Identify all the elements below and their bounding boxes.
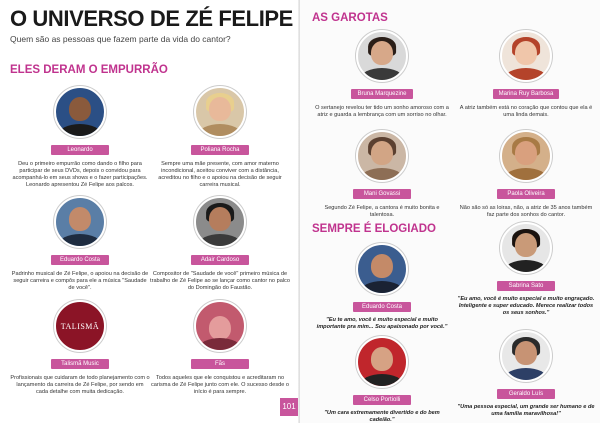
paola-photo [500,130,552,182]
profile-marina-ruy-barbosa [456,30,596,119]
poliana-name-label: Poliana Rocha [191,145,249,155]
fas-photo [194,300,246,352]
section-heading-praise: SEMPRE É ELOGIADO [312,223,436,235]
profile-fas [150,300,290,396]
paola-description: Não são só as loiras, não, a atriz de 35 anos também faz parte dos sonhos do cantor. [459,205,593,218]
leonardo-photo [54,86,106,138]
adair-cardoso-description: Compositor de "Saudade de você" primeiro música de trabalho de Zé Felipe ao se lançar como cantor no palco do Domingão do Faustão. [150,271,290,291]
profile-geraldo-luis [456,330,596,418]
mani-photo [356,130,408,182]
right-page [300,0,600,423]
mani-name-label: Mani Govassi [353,189,411,199]
bruna-name-label: Bruna Marquezine [351,89,412,99]
eduardo-costa-right-photo [356,243,408,295]
adair-cardoso-name-label: Adair Cardoso [191,255,249,265]
profile-paola-oliveira [456,130,596,219]
celso-name-label: Celso Portiolli [353,395,411,405]
marina-name-label: Marina Ruy Barbosa [493,89,560,99]
eduardo-costa-photo [54,196,106,248]
profile-eduardo-costa-padrinho [10,196,150,292]
eduardo-costa-right-name-label: Eduardo Costa [353,302,411,312]
talisma-name-label: Talismã Music [51,359,109,369]
fas-description: Todos aqueles que ele conquistou e acreditaram no carisma de Zé Felipe junto com ele. O sucesso desde o início é para sempre. [150,375,290,395]
adair-cardoso-photo [194,196,246,248]
sabrina-quote: "Eu amo, você é muito especial e muito engraçado. Inteligente e super educado. Merece realizar todos os seus sonhos." [457,296,595,316]
profile-eduardo-costa-elogio [312,243,452,331]
poliana-photo [194,86,246,138]
talisma-logo: TALISMÃ [54,300,106,352]
page-subtitle: Quem são as pessoas que fazem parte da vida do cantor? [10,34,231,44]
marina-description: A atriz também está no coração que contou que ela é uma linda demais. [459,105,593,118]
celso-photo [356,336,408,388]
profile-poliana [150,86,290,189]
profile-bruna-marquezine [312,30,452,119]
geraldo-quote: "Uma pessoa especial, um grande ser humano e de uma família maravilhosa!" [457,404,595,417]
paola-name-label: Paola Oliveira [497,189,555,199]
profile-adair-cardoso [150,196,290,292]
page-number: 101 [280,398,298,416]
leonardo-description: Deu o primeiro empurrão como dando o filho para participar de seus DVDs, depois o convidou para acompanhá-lo em seus shows e o fazer participações. Leonardo apresentou Zé Felipe aos palcos. [12,161,148,188]
profile-mani-govassi [312,130,452,219]
bruna-photo [356,30,408,82]
profile-celso-portiolli [312,336,452,423]
poliana-description: Sempre uma mãe presente, com amor materno incondicional, aceitou conviver com a distância, acreditou no filho e o apoiou na decisão de seguir carreira musical. [158,161,282,188]
profile-sabrina-sato [456,222,596,317]
marina-photo [500,30,552,82]
eduardo-costa-quote: "Eu te amo, você é muito especial e muito importante pra mim... Sou apaixonado por você." [316,317,448,330]
mani-description: Segundo Zé Felipe, a cantora é muito bonita e talentosa. [324,205,440,218]
eduardo-costa-name-label: Eduardo Costa [51,255,109,265]
fas-name-label: Fãs [191,359,249,369]
geraldo-name-label: Geraldo Luís [497,389,555,399]
section-heading-push: ELES DERAM O EMPURRÃO [10,64,168,76]
eduardo-costa-description: Padrinho musical de Zé Felipe, o apoiou na decisão de seguir carreira e compôs para ele a música "Saudade de você". [11,271,149,291]
leonardo-name-label: Leonardo [51,145,109,155]
profile-talisma-music [10,300,150,396]
profile-leonardo [10,86,150,189]
geraldo-photo [500,330,552,382]
sabrina-name-label: Sabrina Sato [497,281,555,291]
page-title: O UNIVERSO DE ZÉ FELIPE [10,6,293,31]
sabrina-photo [500,222,552,274]
bruna-description: O sertanejo revelou ter tido um sonho amoroso com a atriz e guarda a lembrança com um sorriso no olhar. [315,105,449,118]
celso-quote: "Um cara extremamente divertido e do bem cadeião." [324,410,440,423]
talisma-description: Profissionais que cuidaram de todo planejamento com o lançamento da carreira de Zé Felipe, por sendo em cada detalhe com muita dedicação. [10,375,150,395]
section-heading-girls: AS GAROTAS [312,12,388,24]
